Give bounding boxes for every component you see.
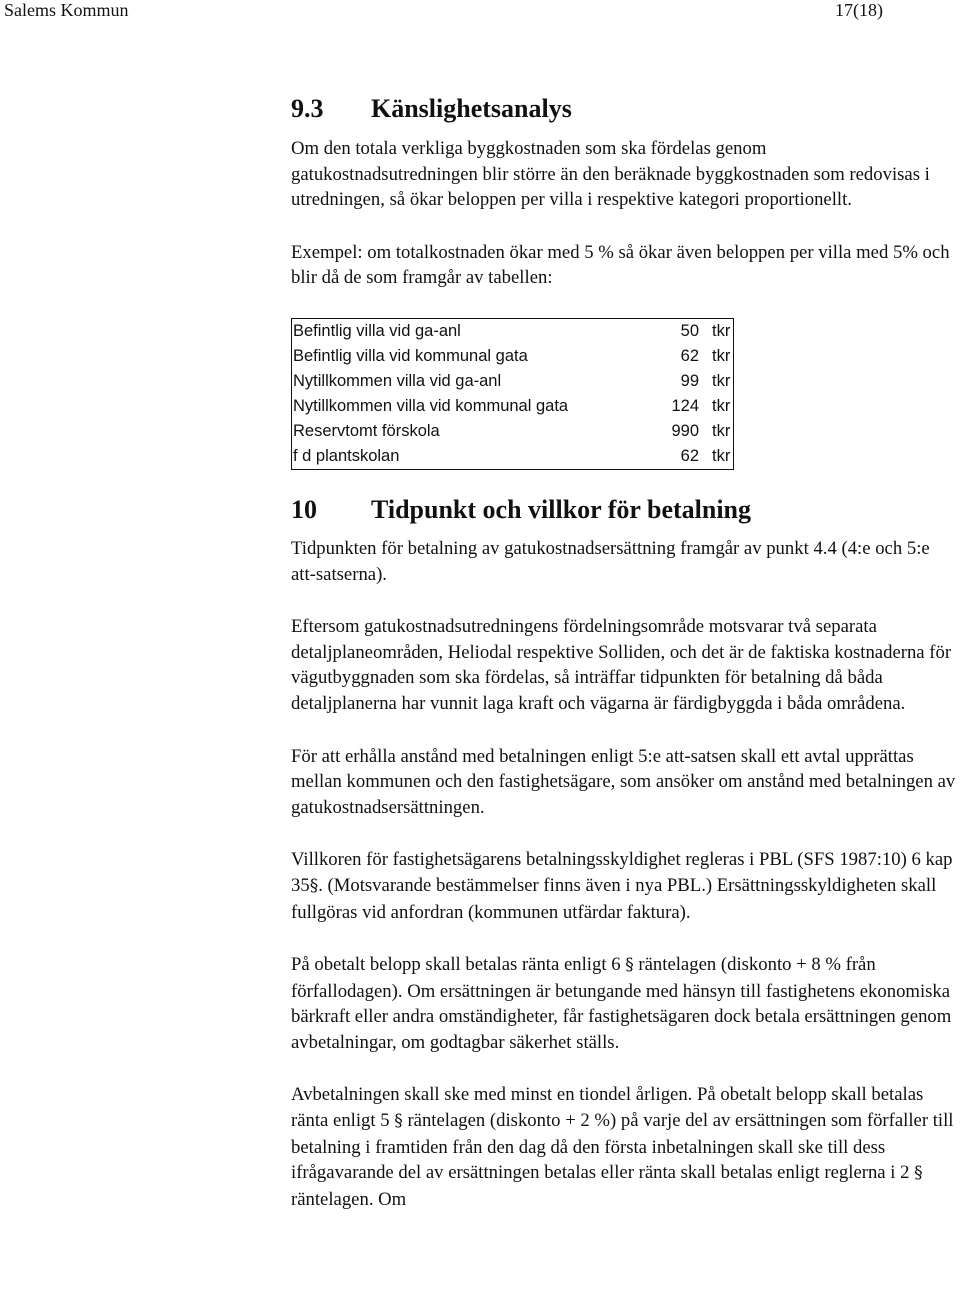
document-body	[291, 94, 956, 1212]
row-label: Nytillkommen villa vid kommunal gata	[293, 396, 569, 415]
paragraph: Exempel: om totalkostnaden ökar med 5 % så ökar även beloppen per villa med 5% och blir då de som framgår av tabellen:	[291, 241, 950, 289]
cost-table	[291, 318, 734, 470]
row-label: Reservtomt förskola	[293, 421, 440, 440]
row-unit: tkr	[712, 371, 731, 390]
text-run: På obetalt belopp skall betalas ränta enligt 6	[291, 954, 626, 976]
section-title: Tidpunkt och villkor för betalning	[371, 494, 752, 524]
paragraph	[291, 1082, 956, 1212]
paragraph	[291, 952, 956, 1055]
section-symbol: §	[625, 955, 634, 976]
row-unit: tkr	[712, 421, 731, 440]
table-row	[292, 318, 734, 344]
text-run: räntelagen (diskonto + 2 %) på varje del av ersättningen som förfaller till betalning i framtiden från den dag då den första inbetalningen skall ske till dess ifrågavarande del av ersättningen betalas eller ränta skall betalas enligt reglerna i 2	[291, 1110, 954, 1184]
row-value: 124	[671, 396, 699, 415]
row-value: 62	[680, 346, 699, 365]
section-title: Känslighetsanalys	[371, 94, 572, 123]
row-label: Nytillkommen villa vid ga-anl	[293, 371, 502, 390]
row-label: f d plantskolan	[293, 446, 400, 465]
row-unit: tkr	[712, 321, 731, 340]
table-row	[292, 419, 734, 444]
header-page-number: 17(18)	[835, 0, 883, 20]
text-run: . (Motsvarande bestämmelser finns även i nya PBL.) Ersättningsskyldigheten skall fullgöras vid anfordran (kommunen utfärdar faktura).	[291, 874, 937, 923]
row-unit: tkr	[712, 396, 731, 415]
paragraph: För att erhålla anstånd med betalningen enligt 5:e att-satsen skall ett avtal upprättas mellan kommunen och den fastighetsägare, som ansöker om anstånd med betalningen av gatukostnadsersättningen.	[291, 745, 956, 818]
row-unit: tkr	[712, 446, 731, 465]
page-header	[0, 0, 960, 24]
paragraph	[291, 847, 956, 925]
row-unit: tkr	[712, 346, 731, 365]
table-row	[292, 444, 734, 470]
text-run: räntelagen. Om	[291, 1188, 407, 1210]
section-number: 10	[291, 494, 317, 524]
table-row	[292, 344, 734, 369]
section-number: 9.3	[291, 94, 324, 123]
header-org: Salems Kommun	[4, 0, 129, 20]
row-value: 50	[680, 321, 699, 340]
row-value: 990	[671, 421, 699, 440]
row-label: Befintlig villa vid ga-anl	[293, 321, 461, 340]
section-symbol: §	[309, 875, 319, 896]
section-symbol: §	[394, 1111, 403, 1132]
paragraph: Om den totala verkliga byggkostnaden som ska fördelas genom gatukostnadsutredningen blir större än den beräknade byggkostnaden som redovisas i utredningen, så ökar beloppen per villa i respektive kategori proportionellt.	[291, 138, 930, 211]
section-symbol: §	[914, 1163, 923, 1184]
section-10-heading	[291, 495, 956, 525]
text-run: räntelagen (diskonto + 8 % från förfallodagen). Om ersättningen är betungande med hänsyn till fastighetens ekonomiska bärkraft eller andra omständigheter, får fastighetsägaren dock betala ersättningen genom avbetalningar, om godtagbar säkerhet ställs.	[291, 954, 952, 1053]
row-value: 62	[680, 446, 699, 465]
text-run: Avbetalningen skall ske med minst en tiondel årligen. På obetalt belopp skall betalas ränta enligt 5	[291, 1084, 924, 1132]
row-value: 99	[680, 371, 699, 390]
paragraph: Eftersom gatukostnadsutredningens fördelningsområde motsvarar två separata detaljplaneområden, Heliodal respektive Solliden, och det är de faktiska kostnaderna för vägutbyggnaden som ska fördelas, så inträffar tidpunkten för betalning då båda detaljplanerna har vunnit laga kraft och vägarna är färdigbyggda i båda områdena.	[291, 616, 952, 714]
paragraph: Tidpunkten för betalning av gatukostnadsersättning framgår av punkt 4.4 (4:e och 5:e att-satserna).	[291, 537, 930, 585]
table-row	[292, 369, 734, 394]
table-row	[292, 394, 734, 419]
row-label: Befintlig villa vid kommunal gata	[293, 346, 528, 365]
section-9-3-heading	[291, 94, 956, 124]
text-run: Villkoren för fastighetsägarens betalningsskyldighet regleras i PBL (SFS 1987:10) 6 kap 35	[291, 849, 953, 896]
